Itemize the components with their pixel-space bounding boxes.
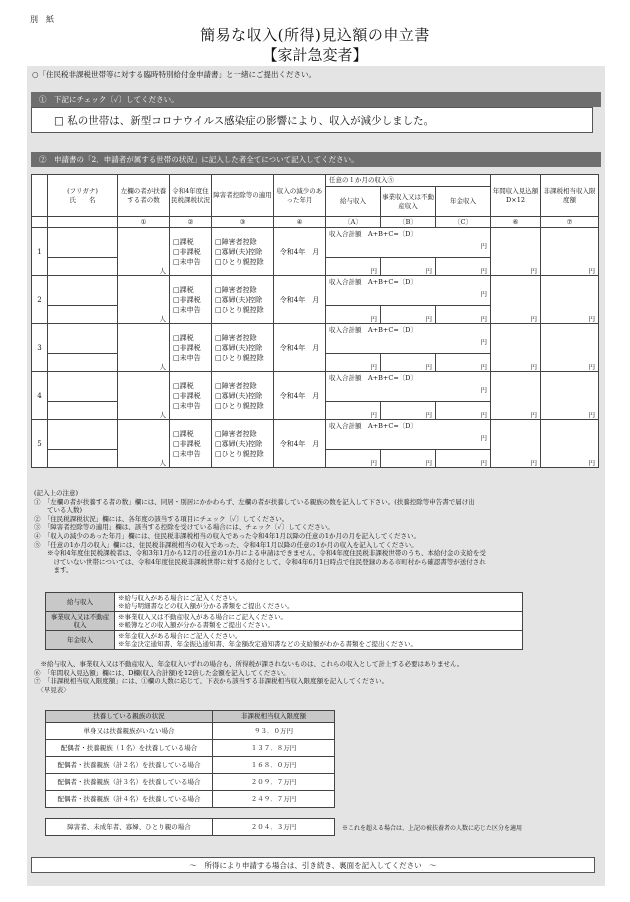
pension-input[interactable]: 円 xyxy=(436,306,491,324)
marker-3: ③ xyxy=(212,217,274,228)
name-input[interactable] xyxy=(48,354,118,372)
marker-b: 〔B〕 xyxy=(381,217,436,228)
income-type-desc: ※給与収入がある場合にご記入ください。 ※給与明細書などの収入額が分かる書類をご提出ください。 xyxy=(115,593,523,612)
limit-header: 非課税相当収入限度額 xyxy=(541,175,599,217)
dependents-input[interactable]: 人 xyxy=(118,372,170,420)
marker-c: 〔C〕 xyxy=(436,217,491,228)
notes-heading: (記入上の注意) xyxy=(34,489,79,497)
quick-amount: ２０９．７万円 xyxy=(213,774,335,791)
furigana-input[interactable] xyxy=(48,372,118,402)
deduction-options[interactable]: □障害者控除 □寡婦(夫)控除 □ひとり親控除 xyxy=(212,228,274,276)
tax-status-options[interactable]: □課税 □非課税 □未申告 xyxy=(170,228,212,276)
quick-status: 配偶者・扶養親族（計２名）を扶養している場合 xyxy=(46,757,213,774)
annual-income-input[interactable]: 円 xyxy=(491,324,541,372)
note-line: ⑥ 「年間収入見込額」欄には、D欄(収入合計額)を12倍した金額を記入してください。 xyxy=(34,668,290,677)
quick-side-note: ※これを超える場合は、上記の被扶養者の人数に応じた区分を適用 xyxy=(342,825,523,832)
quick-reference-table xyxy=(45,710,335,808)
note-line: けていない世帯については、令和4年度住民税非課税世帯に対する給付として、令和4年6月1日時点で住民登録のある市町村から確認書等が送付され xyxy=(34,557,486,566)
name-input[interactable] xyxy=(48,258,118,276)
deduction-header: 障害者控除等の適用 xyxy=(212,175,274,217)
marker-6: ⑥ xyxy=(491,217,541,228)
limit-input[interactable]: 円 xyxy=(541,228,599,276)
note-line: ② 「住民税課税状況」欄には、各年度の該当する項目にチェック〔✓〕してください。 xyxy=(34,514,289,523)
quick-amount: ９３．０万円 xyxy=(213,723,335,740)
note-line: ている人数) xyxy=(34,506,83,515)
quick-status: 単身又は扶養親族がいない場合 xyxy=(46,723,213,740)
pension-input[interactable]: 円 xyxy=(436,450,491,468)
limit-input[interactable]: 円 xyxy=(541,276,599,324)
pension-input[interactable]: 円 xyxy=(436,354,491,372)
quick-amount: １３７．８万円 xyxy=(213,740,335,757)
quick-status: 配偶者・扶養親族（計３名）を扶養している場合 xyxy=(46,774,213,791)
instructions xyxy=(34,489,594,575)
income-type-desc: ※年金収入がある場合にご記入ください。 ※年金決定通知書、年金振込通知書、年金額改定通知書などの支給額がわかる書類をご提出ください。 xyxy=(115,631,523,650)
note-line: 〈早見表〉 xyxy=(34,685,70,694)
salary-header: 給与収入 xyxy=(326,187,381,217)
note-line: ③ 「障害者控除等の適用」欄は、該当する控除を受けている場合には、チェック〔✓〕してください。 xyxy=(34,523,334,532)
instructions-continued xyxy=(34,660,594,694)
row-number: 1 xyxy=(32,228,48,276)
row-number: 2 xyxy=(32,276,48,324)
furigana-input[interactable] xyxy=(48,276,118,306)
decrease-month-input[interactable]: 令和4年 月 xyxy=(274,420,326,468)
marker-1: ① xyxy=(118,217,170,228)
decrease-month-header: 収入の減少のあった年月 xyxy=(274,175,326,217)
income-type-head: 事業収入又は不動産収入 xyxy=(46,612,115,631)
member-row xyxy=(32,420,599,450)
decrease-month-input[interactable]: 令和4年 月 xyxy=(274,324,326,372)
marker-4: ④ xyxy=(274,217,326,228)
name-input[interactable] xyxy=(48,402,118,420)
annual-header: 年間収入見込額 D×12 xyxy=(491,175,541,217)
annual-income-input[interactable]: 円 xyxy=(491,372,541,420)
pension-header: 年金収入 xyxy=(436,187,491,217)
pension-input[interactable]: 円 xyxy=(436,258,491,276)
decrease-month-input[interactable]: 令和4年 月 xyxy=(274,228,326,276)
marker-a: 〔A〕 xyxy=(326,217,381,228)
quick-status: 配偶者・扶養親族（計４名）を扶養している場合 xyxy=(46,791,213,808)
dependents-input[interactable]: 人 xyxy=(118,228,170,276)
income-decrease-checkbox[interactable]: □ 私の世帯は、新型コロナウイルス感染症の影響により、収入が減少しました。 xyxy=(31,107,593,133)
note-line: ④ 「収入の減少のあった年月」欄には、住民税非課税相当の収入であった令和4年1月以降の任意の1か月の月を記入してください。 xyxy=(34,531,421,540)
name-header: (フリガナ) 氏 名 xyxy=(48,175,118,217)
income-total-input[interactable]: 収入合計額 A+B+C=〔D〕 円 xyxy=(326,276,491,306)
row-number: 4 xyxy=(32,372,48,420)
quick-row xyxy=(46,774,335,791)
tax-status-options[interactable]: □課税 □非課税 □未申告 xyxy=(170,372,212,420)
quick-header-status: 扶養している親族の状況 xyxy=(46,711,213,723)
quick-row xyxy=(46,740,335,757)
decrease-month-input[interactable]: 令和4年 月 xyxy=(274,372,326,420)
income-total-input[interactable]: 収入合計額 A+B+C=〔D〕 円 xyxy=(326,420,491,450)
business-input[interactable]: 円 xyxy=(381,258,436,276)
income-type-desc: ※事業収入又は不動産収入がある場合にご記入ください。 ※帳簿などの収入額が分かる書類をご提出ください。 xyxy=(115,612,523,631)
salary-input[interactable]: 円 xyxy=(326,402,381,420)
note-line: ※給与収入、事業収入又は不動産収入、年金収入いずれの場合も、所得税が課されないものは、これらの収入として計上する必要はありません。 xyxy=(34,660,464,668)
income-total-input[interactable]: 収入合計額 A+B+C=〔D〕 円 xyxy=(326,324,491,354)
name-input[interactable] xyxy=(48,306,118,324)
furigana-input[interactable] xyxy=(48,324,118,354)
quick-row xyxy=(46,757,335,774)
salary-input[interactable]: 円 xyxy=(326,354,381,372)
tax-status-options[interactable]: □課税 □非課税 □未申告 xyxy=(170,324,212,372)
member-row xyxy=(32,228,599,258)
tax-status-options[interactable]: □課税 □非課税 □未申告 xyxy=(170,276,212,324)
section1-bar: ① 下記にチェック〔✓〕してください。 xyxy=(31,92,601,107)
note-line: ① 「左欄の者が扶養する者の数」欄には、同居・別居にかかわらず、左欄の者が扶養している親族の数を記入して下さい。(扶養控除等申告書で届け出 xyxy=(34,497,475,506)
member-row xyxy=(32,372,599,402)
dependents-header: 左欄の者が扶養する者の数 xyxy=(118,175,170,217)
decrease-month-input[interactable]: 令和4年 月 xyxy=(274,276,326,324)
marker-7: ⑦ xyxy=(541,217,599,228)
salary-input[interactable]: 円 xyxy=(326,258,381,276)
section2-bar: ② 申請書の「2．申請者が属する世帯の状況」に記入した者全てについて記入してください。 xyxy=(31,152,601,167)
dependents-input[interactable]: 人 xyxy=(118,324,170,372)
member-row xyxy=(32,324,599,354)
salary-input[interactable]: 円 xyxy=(326,306,381,324)
income-group-header: 任意の１か月の収入⑤ xyxy=(326,175,491,187)
attachment-tag: 別 紙 xyxy=(30,15,54,24)
submission-note: ○「住民税非課税世帯等に対する臨時特別給付金申請書」と一緒にご提出ください。 xyxy=(32,70,317,79)
furigana-input[interactable] xyxy=(48,228,118,258)
deduction-options[interactable]: □障害者控除 □寡婦(夫)控除 □ひとり親控除 xyxy=(212,276,274,324)
salary-input[interactable]: 円 xyxy=(326,450,381,468)
note-line: ※令和4年度住民税課税者は、令和3年1月から12月の任意の1か月による申請はできません。令和4年度住民税非課税世帯のうち、本給付金の支給を受 xyxy=(34,549,486,558)
quick-header-amount: 非課税相当収入限度額 xyxy=(213,711,335,723)
page-title: 簡易な収入(所得)見込額の申立書 xyxy=(200,26,430,44)
income-type-head: 年金収入 xyxy=(46,631,115,650)
quick-amount: １６８．０万円 xyxy=(213,757,335,774)
deduction-options[interactable]: □障害者控除 □寡婦(夫)控除 □ひとり親控除 xyxy=(212,420,274,468)
note-line: ⑦ 「非課税相当収入限度額」には、①欄の人数に応じて、下表から該当する非課税相当収入限度額を記入してください。 xyxy=(34,677,389,686)
limit-input[interactable]: 円 xyxy=(541,420,599,468)
note-line: ます。 xyxy=(34,566,73,575)
business-input[interactable]: 円 xyxy=(381,354,436,372)
footer-note: ～ 所得により申請する場合は、引き続き、裏面を記入してください ～ xyxy=(31,857,595,873)
annual-income-input[interactable]: 円 xyxy=(491,276,541,324)
income-types-table xyxy=(45,592,523,650)
note-line: ⑤ 「任意の1か月の収入」欄には、住民税非課税相当の収入であった、令和4年1月以降の任意の1か月の収入を記入してください。 xyxy=(34,540,418,549)
income-type-head: 給与収入 xyxy=(46,593,115,612)
row-number: 5 xyxy=(32,420,48,468)
business-input[interactable]: 円 xyxy=(381,402,436,420)
pension-input[interactable]: 円 xyxy=(436,402,491,420)
quick-row xyxy=(46,791,335,808)
income-total-input[interactable]: 収入合計額 A+B+C=〔D〕 円 xyxy=(326,228,491,258)
quick-row xyxy=(46,723,335,740)
deduction-options[interactable]: □障害者控除 □寡婦(夫)控除 □ひとり親控除 xyxy=(212,372,274,420)
business-input[interactable]: 円 xyxy=(381,450,436,468)
special-status: 障害者、未成年者、寡婦、ひとり親の場合 xyxy=(46,819,213,836)
quick-special-table xyxy=(45,818,335,836)
business-input[interactable]: 円 xyxy=(381,306,436,324)
member-row xyxy=(32,276,599,306)
row-number: 3 xyxy=(32,324,48,372)
limit-input[interactable]: 円 xyxy=(541,324,599,372)
deduction-options[interactable]: □障害者控除 □寡婦(夫)控除 □ひとり親控除 xyxy=(212,324,274,372)
dependents-input[interactable]: 人 xyxy=(118,420,170,468)
marker-2: ② xyxy=(170,217,212,228)
annual-income-input[interactable]: 円 xyxy=(491,420,541,468)
special-amount: ２０４．３万円 xyxy=(213,819,335,836)
tax-status-header: 令和4年度住民税課税状況 xyxy=(170,175,212,217)
furigana-input[interactable] xyxy=(48,420,118,450)
business-header: 事業収入又は不動産収入 xyxy=(381,187,436,217)
no-header xyxy=(32,175,48,217)
income-total-input[interactable]: 収入合計額 A+B+C=〔D〕 円 xyxy=(326,372,491,402)
household-table xyxy=(31,174,599,468)
page-subtitle: 【家計急変者】 xyxy=(262,46,368,64)
limit-input[interactable]: 円 xyxy=(541,372,599,420)
tax-status-options[interactable]: □課税 □非課税 □未申告 xyxy=(170,420,212,468)
quick-amount: ２４９．７万円 xyxy=(213,791,335,808)
quick-status: 配偶者・扶養親族（１名）を扶養している場合 xyxy=(46,740,213,757)
name-input[interactable] xyxy=(48,450,118,468)
annual-income-input[interactable]: 円 xyxy=(491,228,541,276)
dependents-input[interactable]: 人 xyxy=(118,276,170,324)
